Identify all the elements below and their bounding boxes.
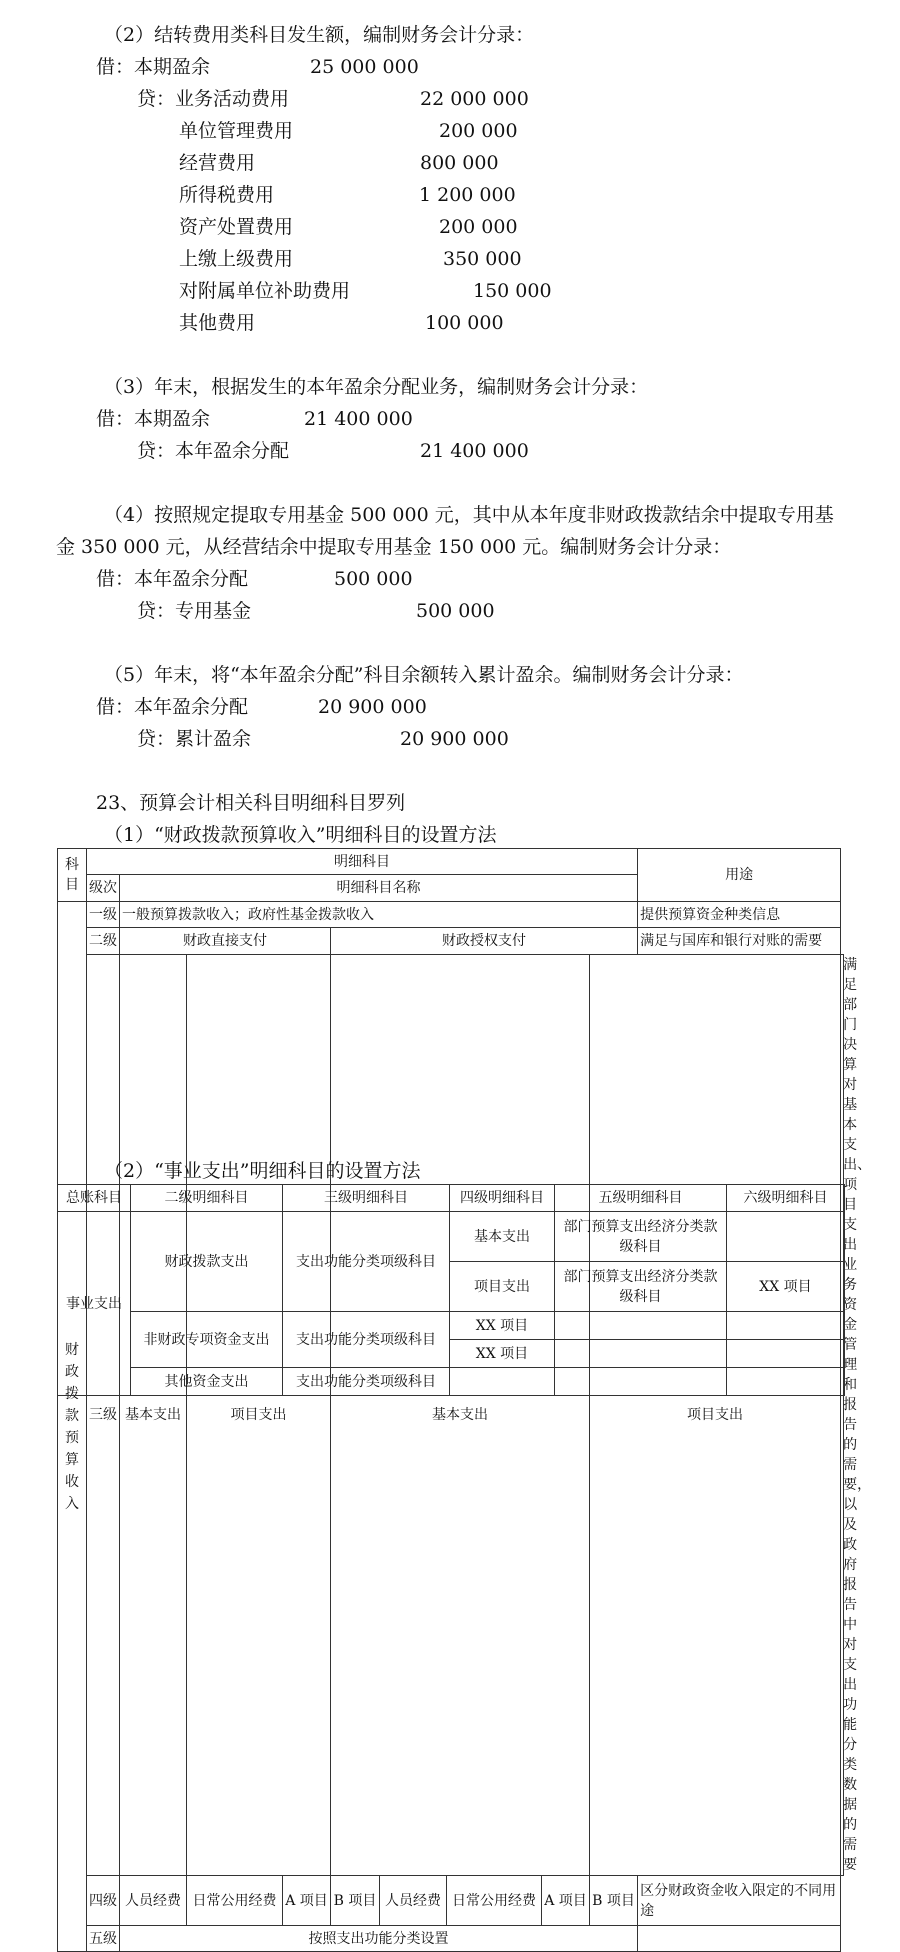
header-detail-name: 明细科目名称 xyxy=(120,875,638,902)
functional-classification-item: 支出功能分类项级科目 xyxy=(283,1212,450,1312)
level-4-cell: A 项目 xyxy=(542,1876,590,1926)
header-level-4: 四级明细科目 xyxy=(450,1185,555,1212)
xx-project: XX 项目 xyxy=(450,1312,555,1340)
header-level-6: 六级明细科目 xyxy=(727,1185,845,1212)
level-2-authorized: 财政授权支付 xyxy=(331,928,638,955)
entry-4-heading: （4）按照规定提取专用基金 500 000 元，其中从本年度非财政拨款结余中提取专用基金 350 000 元，从经营结余中提取专用基金 150 000 元。编制财务会计分录： xyxy=(56,504,834,558)
level-3-basic-b: 基本支出 xyxy=(331,955,590,1876)
basic-expense: 基本支出 xyxy=(450,1212,555,1262)
level-3-use: 满足部门决算对基本支出、项目支出业务资金管理和报告的需要，以及政府报告中对支出功能分类数据的需要 xyxy=(841,955,844,1876)
level-4-use: 区分财政资金收入限定的不同用途 xyxy=(638,1876,841,1926)
subject-name: 财 政 拨 款 预 算 收 入 xyxy=(65,1341,79,1512)
credit-item-label: 对附属单位补助费用 xyxy=(179,280,351,302)
header-level: 级次 xyxy=(87,875,120,902)
empty-cell xyxy=(450,1368,555,1396)
entry-2-credit-amount: 22 000 000 xyxy=(420,88,529,110)
level-3: 三级 xyxy=(87,955,120,1876)
credit-item-label: 单位管理费用 xyxy=(179,120,294,142)
credit-item-label: 资产处置费用 xyxy=(179,216,294,238)
level-5-use xyxy=(638,1926,841,1952)
account-name: 事业支出 xyxy=(58,1212,131,1396)
credit-item-label: 经营费用 xyxy=(179,152,256,174)
entry-4-debit-amount: 500 000 xyxy=(334,568,413,590)
entry-2-credit-label: 贷：业务活动费用 xyxy=(137,88,290,110)
other-funds-expense: 其他资金支出 xyxy=(131,1368,283,1396)
empty-cell xyxy=(555,1312,727,1340)
level-4-cell: B 项目 xyxy=(331,1876,380,1926)
header-subject: 科目 xyxy=(58,849,87,902)
level-5-text: 按照支出功能分类设置 xyxy=(120,1926,638,1952)
empty-cell xyxy=(727,1340,845,1368)
empty-cell xyxy=(727,1368,845,1396)
credit-item-amount: 100 000 xyxy=(425,312,504,334)
project-expense: 项目支出 xyxy=(450,1262,555,1312)
xx-project: XX 项目 xyxy=(450,1340,555,1368)
entry-5-debit-amount: 20 900 000 xyxy=(318,696,427,718)
functional-classification-item: 支出功能分类项级科目 xyxy=(283,1368,450,1396)
level-5: 五级 xyxy=(87,1926,120,1952)
credit-item-amount: 1 200 000 xyxy=(419,184,516,206)
header-level-2: 二级明细科目 xyxy=(131,1185,283,1212)
credit-item-amount: 800 000 xyxy=(420,152,499,174)
level-4-cell: A 项目 xyxy=(283,1876,331,1926)
entry-5-debit-label: 借：本年盈余分配 xyxy=(96,696,249,718)
credit-item-label: 所得税费用 xyxy=(179,184,275,206)
entry-3-debit-amount: 21 400 000 xyxy=(304,408,413,430)
economic-classification-item: 部门预算支出经济分类款级科目 xyxy=(555,1262,727,1312)
xx-project: XX 项目 xyxy=(727,1262,845,1312)
level-3-basic-a: 基本支出 xyxy=(120,955,187,1876)
entry-3-credit-label: 贷：本年盈余分配 xyxy=(137,440,290,462)
entry-4-credit-label: 贷：专用基金 xyxy=(137,600,252,622)
entry-3-credit-amount: 21 400 000 xyxy=(420,440,529,462)
credit-item-amount: 350 000 xyxy=(443,248,522,270)
credit-item-amount: 200 000 xyxy=(439,216,518,238)
level-4: 四级 xyxy=(87,1876,120,1926)
level-3-project-b: 项目支出 xyxy=(590,955,841,1876)
table-2-caption: （2）“事业支出”明细科目的设置方法 xyxy=(104,1160,421,1182)
empty-cell xyxy=(727,1312,845,1340)
level-4-cell: 日常公用经费 xyxy=(447,1876,542,1926)
entry-3-heading: （3）年末，根据发生的本年盈余分配业务，编制财务会计分录： xyxy=(104,376,649,398)
credit-item-label: 上缴上级费用 xyxy=(179,248,294,270)
level-2-direct: 财政直接支付 xyxy=(120,928,331,955)
header-use: 用途 xyxy=(638,849,841,902)
empty-cell xyxy=(555,1340,727,1368)
entry-4-credit-amount: 500 000 xyxy=(416,600,495,622)
subject-name-cell xyxy=(58,902,87,1952)
level-2: 二级 xyxy=(87,928,120,955)
fiscal-revenue-detail-table xyxy=(57,848,872,1952)
level-4-cell: B 项目 xyxy=(590,1876,638,1926)
entry-2-debit-label: 借：本期盈余 xyxy=(96,56,211,78)
table-1-caption: （1）“财政拨款预算收入”明细科目的设置方法 xyxy=(104,824,497,846)
level-4-cell: 人员经费 xyxy=(120,1876,187,1926)
empty-cell xyxy=(727,1212,845,1262)
credit-item-label: 其他费用 xyxy=(179,312,256,334)
header-general-account: 总账科目 xyxy=(58,1185,131,1212)
level-2-use: 满足与国库和银行对账的需要 xyxy=(638,928,841,955)
credit-item-amount: 150 000 xyxy=(473,280,552,302)
entry-5-credit-label: 贷：累计盈余 xyxy=(137,728,252,750)
section-23-title: 23、预算会计相关科目明细科目罗列 xyxy=(96,792,406,814)
level-1-use: 提供预算资金种类信息 xyxy=(638,902,841,928)
credit-item-amount: 200 000 xyxy=(439,120,518,142)
entry-2-debit-amount: 25 000 000 xyxy=(310,56,419,78)
header-level-5: 五级明细科目 xyxy=(555,1185,727,1212)
level-1-text: 一般预算拨款收入；政府性基金拨款收入 xyxy=(120,902,638,928)
level-3-project-a: 项目支出 xyxy=(187,955,331,1876)
level-1: 一级 xyxy=(87,902,120,928)
header-detail: 明细科目 xyxy=(87,849,638,875)
entry-5-heading: （5）年末，将“本年盈余分配”科目余额转入累计盈余。编制财务会计分录： xyxy=(104,664,744,686)
business-expense-detail-table xyxy=(57,1184,845,1396)
entry-2-heading: （2）结转费用类科目发生额，编制财务会计分录： xyxy=(104,24,535,46)
entry-4-debit-label: 借：本年盈余分配 xyxy=(96,568,249,590)
non-fiscal-special-expense: 非财政专项资金支出 xyxy=(131,1312,283,1368)
economic-classification-item: 部门预算支出经济分类款级科目 xyxy=(555,1212,727,1262)
header-level-3: 三级明细科目 xyxy=(283,1185,450,1212)
functional-classification-item: 支出功能分类项级科目 xyxy=(283,1312,450,1368)
empty-cell xyxy=(555,1368,727,1396)
fiscal-appropriation-expense: 财政拨款支出 xyxy=(131,1212,283,1312)
level-4-cell: 日常公用经费 xyxy=(187,1876,283,1926)
entry-3-debit-label: 借：本期盈余 xyxy=(96,408,211,430)
entry-5-credit-amount: 20 900 000 xyxy=(400,728,509,750)
level-4-cell: 人员经费 xyxy=(380,1876,447,1926)
